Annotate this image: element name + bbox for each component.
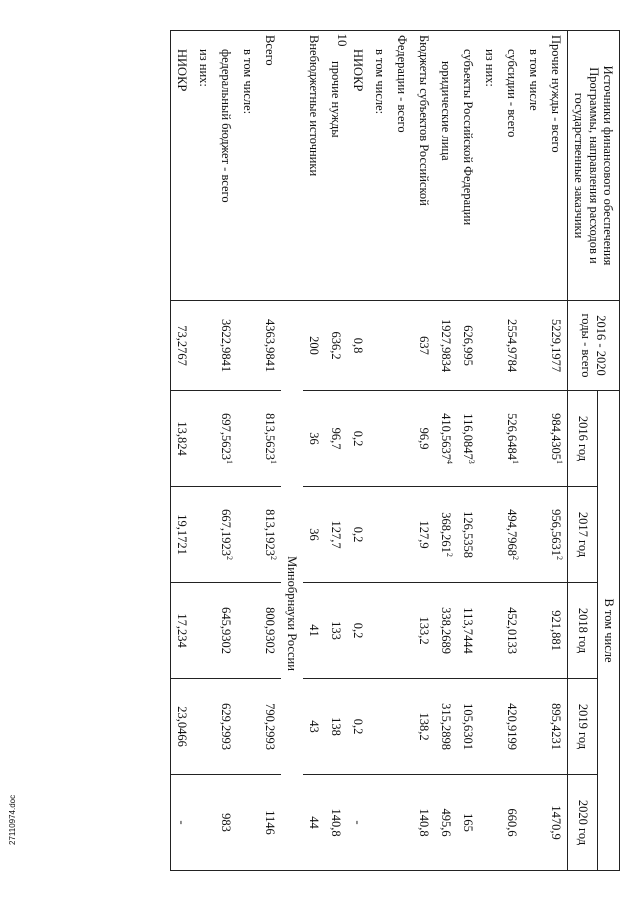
value-text: 36 (307, 432, 322, 445)
row-value (501, 583, 523, 679)
value-text: 0,2 (351, 430, 366, 447)
row-value (259, 391, 281, 487)
row-label: Всего (259, 31, 281, 301)
row-value (369, 679, 391, 775)
row-label: из них: (193, 31, 215, 301)
row-value (237, 679, 259, 775)
row-value (259, 487, 281, 583)
row-value (479, 391, 501, 487)
value-text: 140,8 (417, 808, 432, 837)
table-row (193, 31, 215, 871)
table-row (215, 31, 237, 871)
row-value (413, 775, 435, 871)
row-value (259, 775, 281, 871)
value-text: 0,2 (351, 718, 366, 735)
value-text: 133 (329, 621, 344, 640)
value-text: 420,9199 (505, 703, 520, 750)
row-total: 637 (413, 301, 435, 391)
row-value (303, 583, 325, 679)
row-value (457, 583, 479, 679)
row-value (193, 583, 215, 679)
row-value (369, 391, 391, 487)
row-value (435, 391, 457, 487)
table-row (369, 31, 391, 871)
header-year-3: 2019 год (568, 679, 598, 775)
row-total (237, 301, 259, 391)
row-value (413, 679, 435, 775)
row-label: субсидии - всего (501, 31, 523, 301)
value-text: 116,0847 (461, 413, 476, 460)
footnote-mark: 1 (511, 459, 521, 464)
table-row (545, 31, 568, 871)
value-text: 645,9302 (219, 607, 234, 654)
row-value (391, 583, 413, 679)
footnote-mark: 2 (445, 552, 455, 557)
row-value (457, 679, 479, 775)
row-value (193, 775, 215, 871)
row-value (413, 487, 435, 583)
value-text: 526,6484 (505, 413, 520, 460)
row-label: юридические лица (435, 31, 457, 301)
table-row (391, 31, 413, 871)
row-total: 5229,1977 (545, 301, 568, 391)
value-text: 126,5358 (461, 511, 476, 558)
value-text: 660,6 (505, 808, 520, 837)
row-label: Внебюджетные источники (303, 31, 325, 301)
row-value (303, 679, 325, 775)
row-value (457, 391, 479, 487)
value-text: - (351, 820, 366, 825)
row-value (347, 487, 369, 583)
value-text: 127,7 (329, 520, 344, 549)
value-text: 36 (307, 528, 322, 541)
row-value (545, 679, 568, 775)
value-text: 0,2 (351, 526, 366, 543)
row-label: в том числе: (369, 31, 391, 301)
section-title: Минобрнауки России (281, 301, 303, 871)
header-year-0: 2016 год (568, 391, 598, 487)
row-value (435, 487, 457, 583)
row-value (435, 775, 457, 871)
row-total: 4363,9841 (259, 301, 281, 391)
row-value (545, 775, 568, 871)
value-text: 133,2 (417, 616, 432, 645)
row-value (259, 679, 281, 775)
header-year-1: 2017 год (568, 487, 598, 583)
value-text: 921,881 (549, 610, 564, 651)
value-text: 138,2 (417, 712, 432, 741)
row-value (391, 487, 413, 583)
page-number: 10 (335, 33, 350, 47)
row-value (545, 583, 568, 679)
row-total (369, 301, 391, 391)
value-text: 410,5637 (439, 413, 454, 460)
row-value (215, 487, 237, 583)
table-row (501, 31, 523, 871)
row-label: НИОКР (347, 31, 369, 301)
value-text: 127,9 (417, 520, 432, 549)
header-year-4: 2020 год (568, 775, 598, 871)
footnote-mark: 2 (511, 555, 521, 560)
value-text: 983 (219, 813, 234, 832)
value-text: 41 (307, 624, 322, 637)
row-total (523, 301, 545, 391)
value-text: 984,4305 (549, 413, 564, 460)
value-text: 165 (461, 813, 476, 832)
row-value (347, 679, 369, 775)
row-total: 200 (303, 301, 325, 391)
row-value (435, 679, 457, 775)
rotated-table-container (120, 30, 620, 870)
row-total (479, 301, 501, 391)
value-text: 1470,9 (549, 805, 564, 840)
value-text: 813,1923 (263, 509, 278, 556)
financing-table (170, 30, 620, 871)
row-value (171, 679, 194, 775)
row-value (391, 775, 413, 871)
footnote-mark: 4 (445, 459, 455, 464)
value-text: 895,4231 (549, 703, 564, 750)
row-value (215, 679, 237, 775)
row-value (237, 487, 259, 583)
section-row (281, 31, 303, 871)
value-text: 629,2993 (219, 703, 234, 750)
row-value (171, 583, 194, 679)
value-text: 368,261 (439, 512, 454, 553)
footnote-mark: 2 (555, 555, 565, 560)
value-text: - (175, 820, 190, 825)
table-row (413, 31, 435, 871)
row-label: субъекты Российской Федерации (457, 31, 479, 301)
section-spacer (281, 31, 303, 301)
row-value (413, 583, 435, 679)
row-value (413, 391, 435, 487)
header-source: Источники финансового обеспечения Программы, направления расходов и государственные заказчики (568, 31, 620, 301)
row-value (501, 391, 523, 487)
footnote-mark: 1 (269, 459, 279, 464)
row-label: прочие нужды (325, 31, 347, 301)
row-value (347, 391, 369, 487)
row-total (193, 301, 215, 391)
row-value (501, 487, 523, 583)
row-value (259, 583, 281, 679)
row-value (237, 391, 259, 487)
value-text: 96,7 (329, 427, 344, 450)
row-value (237, 583, 259, 679)
row-value (171, 775, 194, 871)
table-row (435, 31, 457, 871)
row-value (479, 487, 501, 583)
row-value (479, 583, 501, 679)
row-label: в том числе (523, 31, 545, 301)
row-total: 636,2 (325, 301, 347, 391)
value-text: 23,0466 (175, 706, 190, 747)
footnote-mark: 1 (555, 459, 565, 464)
footer-code: 27110974.doc (8, 794, 17, 845)
header-group: В том числе (598, 391, 620, 871)
row-value (193, 487, 215, 583)
footnote-mark: 2 (269, 555, 279, 560)
row-value (501, 775, 523, 871)
row-value (457, 775, 479, 871)
table-row (347, 31, 369, 871)
row-value (325, 583, 347, 679)
row-value (325, 487, 347, 583)
value-text: 96,9 (417, 427, 432, 450)
row-value (369, 775, 391, 871)
row-value (369, 487, 391, 583)
row-value (215, 583, 237, 679)
value-text: 138 (329, 717, 344, 736)
row-total: 2554,9784 (501, 301, 523, 391)
row-label: федеральный бюджет - всего (215, 31, 237, 301)
row-value (391, 679, 413, 775)
row-total: 3622,9841 (215, 301, 237, 391)
value-text: 13,824 (175, 421, 190, 456)
row-label: в том числе: (237, 31, 259, 301)
value-text: 790,2993 (263, 703, 278, 750)
header-total: 2016 - 2020 годы - всего (568, 301, 620, 391)
row-value (545, 391, 568, 487)
row-value (215, 775, 237, 871)
table-row (523, 31, 545, 871)
row-value (325, 775, 347, 871)
row-label: из них: (479, 31, 501, 301)
row-value (325, 679, 347, 775)
value-text: 813,5623 (263, 413, 278, 460)
row-label: Бюджеты субъектов Российской (413, 31, 435, 301)
row-value (391, 391, 413, 487)
value-text: 495,6 (439, 808, 454, 837)
value-text: 43 (307, 720, 322, 733)
value-text: 44 (307, 816, 322, 829)
row-total: 1927,9834 (435, 301, 457, 391)
table-row (479, 31, 501, 871)
row-value (523, 487, 545, 583)
row-value (347, 583, 369, 679)
value-text: 697,5623 (219, 413, 234, 460)
row-value (215, 391, 237, 487)
value-text: 105,6301 (461, 703, 476, 750)
row-label: Прочие нужды - всего (545, 31, 568, 301)
value-text: 338,2689 (439, 607, 454, 654)
row-value (523, 583, 545, 679)
row-value (435, 583, 457, 679)
value-text: 800,9302 (263, 607, 278, 654)
row-value (303, 487, 325, 583)
row-value (523, 679, 545, 775)
row-label: Федерации - всего (391, 31, 413, 301)
row-value (193, 679, 215, 775)
value-text: 494,7968 (505, 509, 520, 556)
row-value (303, 391, 325, 487)
row-total: 626,995 (457, 301, 479, 391)
footnote-mark: 3 (467, 459, 477, 464)
value-text: 667,1923 (219, 509, 234, 556)
row-value (479, 679, 501, 775)
value-text: 0,2 (351, 622, 366, 639)
row-value (479, 775, 501, 871)
footnote-mark: 1 (225, 459, 235, 464)
value-text: 315,2898 (439, 703, 454, 750)
row-total: 0,8 (347, 301, 369, 391)
row-value (171, 487, 194, 583)
row-value (523, 775, 545, 871)
row-value (545, 487, 568, 583)
row-value (523, 391, 545, 487)
table-row (259, 31, 281, 871)
row-value (171, 391, 194, 487)
value-text: 452,0133 (505, 607, 520, 654)
row-value (237, 775, 259, 871)
row-total: 73,2767 (171, 301, 194, 391)
table-row (237, 31, 259, 871)
row-value (369, 583, 391, 679)
value-text: 1146 (263, 810, 278, 835)
row-value (457, 487, 479, 583)
table-row (303, 31, 325, 871)
value-text: 140,8 (329, 808, 344, 837)
row-total (391, 301, 413, 391)
row-value (501, 679, 523, 775)
row-value (325, 391, 347, 487)
footnote-mark: 2 (225, 555, 235, 560)
table-row (171, 31, 194, 871)
row-value (347, 775, 369, 871)
value-text: 17,234 (175, 613, 190, 648)
header-year-2: 2018 год (568, 583, 598, 679)
row-value (303, 775, 325, 871)
row-value (193, 391, 215, 487)
value-text: 113,7444 (461, 607, 476, 654)
value-text: 956,5631 (549, 509, 564, 556)
row-label: НИОКР (171, 31, 194, 301)
table-row (457, 31, 479, 871)
value-text: 19,1721 (175, 514, 190, 555)
